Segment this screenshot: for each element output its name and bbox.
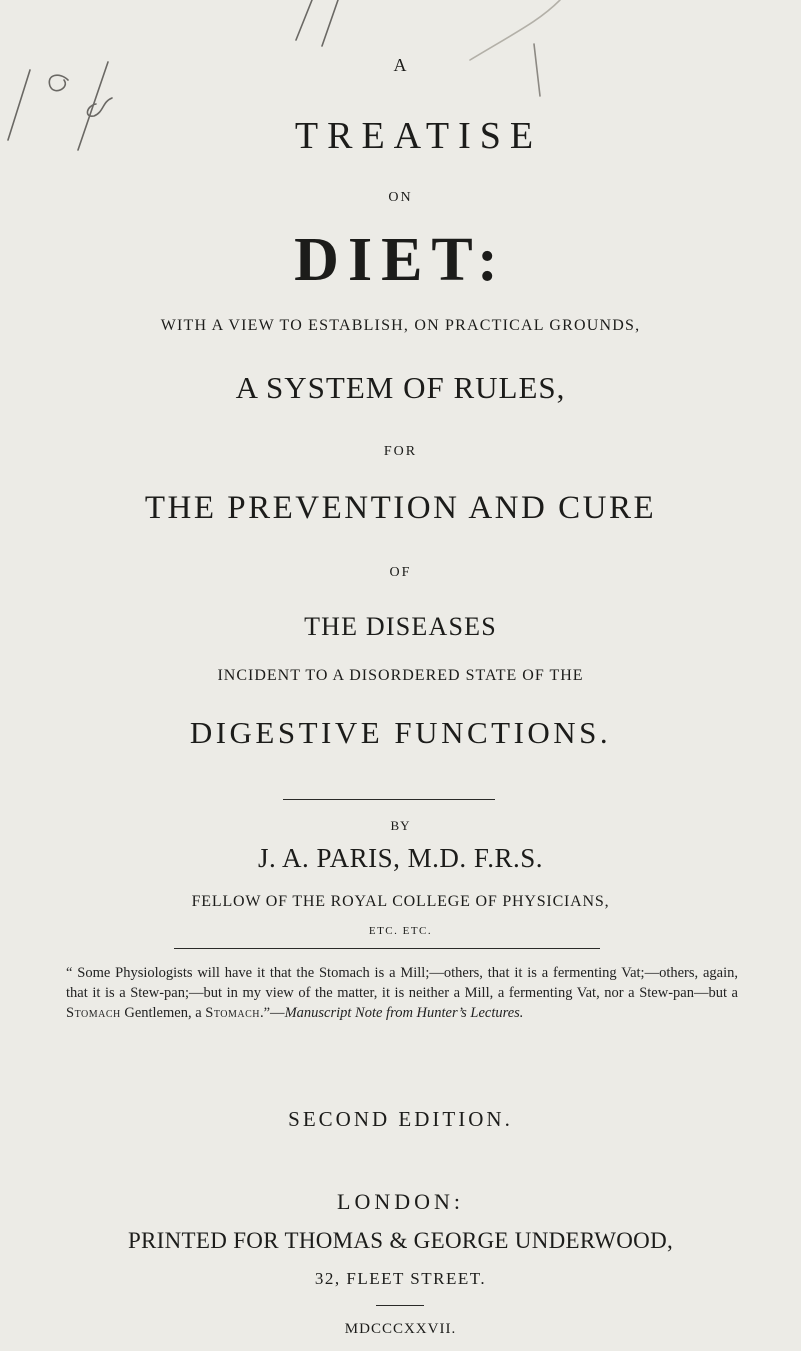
subtitle-line-2: A SYSTEM OF RULES, <box>235 370 566 405</box>
etc-label: ETC. ETC. <box>368 925 433 937</box>
imprint-address: 32, FLEET STREET. <box>314 1269 487 1288</box>
title-diet: DIET: <box>294 226 507 294</box>
epigraph-source: Manuscript Note from Hunter’s Lectures. <box>284 1005 524 1021</box>
title-treatise: TREATISE <box>294 115 543 157</box>
imprint-year: MDCCCXXVII. <box>344 1321 457 1337</box>
subtitle-for: FOR <box>383 444 418 459</box>
article-a: A <box>393 55 408 75</box>
title-on: ON <box>388 190 413 205</box>
divider-rule <box>174 948 600 949</box>
imprint-printer: PRINTED FOR THOMAS & GEORGE UNDERWOOD, <box>127 1228 674 1253</box>
subtitle-line-6: DIGESTIVE FUNCTIONS. <box>189 715 612 750</box>
subtitle-line-3: THE PREVENTION AND CURE <box>144 490 657 526</box>
subtitle-line-5: INCIDENT TO A DISORDERED STATE OF THE <box>217 667 584 684</box>
edition-label: SECOND EDITION. <box>288 1107 513 1131</box>
divider-rule <box>376 1305 424 1306</box>
subtitle-line-4: THE DISEASES <box>304 612 497 641</box>
epigraph-quote: “ Some Physiologists will have it that the Stomach is a Mill;—others, that it is a fermenting Vat;—others, again, that it is a Stew-pan;—but in my view of the matter, it is neither a Mill, a fermenting Vat, nor a Stew-pan—but a Stomach Gentlemen, a Stomach.”—Manuscript Note from Hunter’s Lectures. <box>66 965 738 1021</box>
subtitle-line-1: WITH A VIEW TO ESTABLISH, ON PRACTICAL GROUNDS, <box>160 317 641 334</box>
author-role: FELLOW OF THE ROYAL COLLEGE OF PHYSICIANS, <box>191 893 610 910</box>
divider-rule <box>283 799 495 800</box>
imprint-city: LONDON: <box>337 1189 464 1214</box>
subtitle-of: OF <box>389 565 412 580</box>
author-name: J. A. PARIS, M.D. F.R.S. <box>258 843 543 873</box>
by-label: BY <box>390 818 411 833</box>
